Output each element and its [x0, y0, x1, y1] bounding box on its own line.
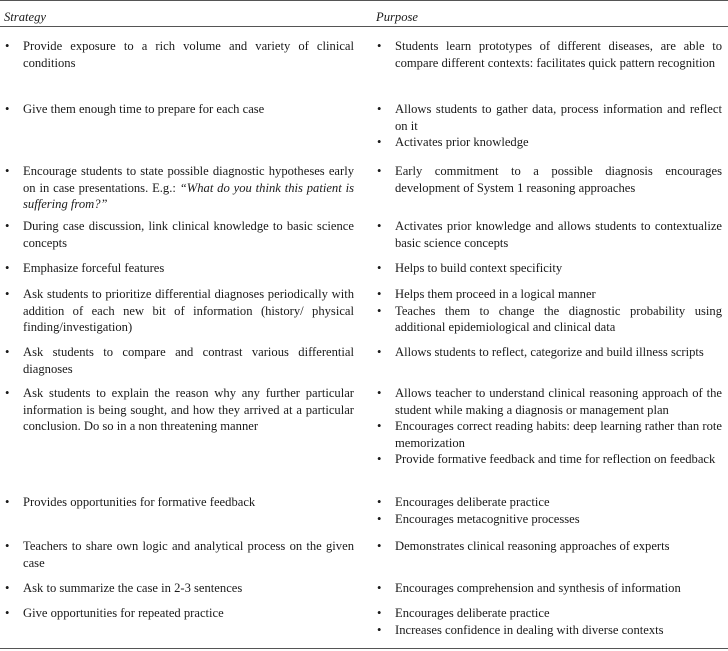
- purpose-cell: [376, 38, 722, 71]
- strategy-item: [4, 260, 354, 277]
- strategy-item: [4, 385, 354, 435]
- purpose-item: • Helps to build context specificity: [376, 260, 722, 277]
- purpose-item: • Encourages deliberate practice: [376, 605, 722, 622]
- strategy-item: [4, 538, 354, 571]
- purpose-cell: [376, 286, 722, 336]
- purpose-item: • Encourages comprehension and synthesis of information: [376, 580, 722, 597]
- strategy-text: Give opportunities for repeated practice: [23, 606, 224, 620]
- strategy-cell: [4, 38, 354, 71]
- strategy-text: Provide exposure to a rich volume and variety of clinical conditions: [23, 39, 354, 70]
- purpose-cell: [376, 344, 722, 361]
- purpose-cell: [376, 218, 722, 251]
- strategy-cell: [4, 260, 354, 277]
- strategy-item: [4, 580, 354, 597]
- strategy-text: Encourage students to state possible diagnostic hypotheses early on in case presentations. E.g.:: [23, 164, 354, 195]
- purpose-item: • Students learn prototypes of different diseases, are able to compare different contexts: facilitates quick pattern recognition: [376, 38, 722, 71]
- purpose-cell: [376, 385, 722, 468]
- strategy-cell: [4, 101, 354, 118]
- strategy-cell: [4, 286, 354, 336]
- strategy-item: [4, 605, 354, 622]
- purpose-cell: [376, 101, 722, 151]
- strategy-cell: [4, 385, 354, 435]
- strategy-column-header: Strategy: [4, 10, 46, 24]
- purpose-cell: [376, 580, 722, 597]
- table-bottom-rule: [0, 648, 728, 649]
- purpose-column-header: Purpose: [376, 10, 418, 24]
- purpose-item: • Activates prior knowledge and allows students to contextualize basic science concepts: [376, 218, 722, 251]
- strategy-text: Ask to summarize the case in 2-3 sentences: [23, 581, 243, 595]
- strategy-text: Give them enough time to prepare for each case: [23, 102, 265, 116]
- strategy-item: [4, 286, 354, 336]
- strategy-item: [4, 101, 354, 118]
- strategy-text: Ask students to explain the reason why any further particular information is being sought, and how they arrived at a particular conclusion. Do so in a non threatening manner: [23, 386, 354, 433]
- strategy-item: [4, 163, 354, 213]
- purpose-item: • Helps them proceed in a logical manner: [376, 286, 722, 303]
- purpose-cell: [376, 494, 722, 527]
- purpose-cell: [376, 260, 722, 277]
- strategy-text: Ask students to prioritize differential diagnoses periodically with addition of each new bit of information (history/ physical finding/investigation): [23, 287, 354, 334]
- strategy-cell: [4, 605, 354, 622]
- strategy-item: [4, 344, 354, 377]
- strategy-text: Provides opportunities for formative feedback: [23, 495, 256, 509]
- strategy-cell: [4, 538, 354, 571]
- purpose-item: • Increases confidence in dealing with diverse contexts: [376, 622, 722, 639]
- strategy-text: During case discussion, link clinical knowledge to basic science concepts: [23, 219, 354, 250]
- strategy-text: Teachers to share own logic and analytical process on the given case: [23, 539, 354, 570]
- strategy-example-quote: “What do you think this patient is suffering from?”: [23, 180, 354, 211]
- strategy-cell: [4, 163, 354, 213]
- purpose-item: • Teaches them to change the diagnostic probability using additional epidemiological and clinical data: [376, 303, 722, 336]
- purpose-item: • Activates prior knowledge: [376, 134, 722, 151]
- strategy-item: [4, 218, 354, 251]
- purpose-item: • Early commitment to a possible diagnosis encourages development of System 1 reasoning approaches: [376, 163, 722, 196]
- purpose-cell: [376, 538, 722, 555]
- purpose-item: • Allows students to gather data, process information and reflect on it: [376, 101, 722, 134]
- strategy-item: [4, 494, 354, 511]
- strategy-text: Ask students to compare and contrast various differential diagnoses: [23, 345, 354, 376]
- strategy-text: Emphasize forceful features: [23, 261, 165, 275]
- purpose-item: • Encourages correct reading habits: deep learning rather than rote memorization: [376, 418, 722, 451]
- strategy-cell: [4, 580, 354, 597]
- strategy-cell: [4, 494, 354, 511]
- purpose-item: • Demonstrates clinical reasoning approaches of experts: [376, 538, 722, 555]
- strategy-cell: [4, 344, 354, 377]
- purpose-item: • Encourages metacognitive processes: [376, 511, 722, 528]
- purpose-cell: [376, 163, 722, 196]
- purpose-item: • Allows teacher to understand clinical reasoning approach of the student while making a diagnosis or management plan: [376, 385, 722, 418]
- purpose-item: • Encourages deliberate practice: [376, 494, 722, 511]
- purpose-item: • Provide formative feedback and time for reflection on feedback: [376, 451, 722, 468]
- strategy-item: [4, 38, 354, 71]
- strategy-cell: [4, 218, 354, 251]
- table-header: [0, 0, 728, 27]
- purpose-cell: [376, 605, 722, 638]
- purpose-item: • Allows students to reflect, categorize and build illness scripts: [376, 344, 722, 361]
